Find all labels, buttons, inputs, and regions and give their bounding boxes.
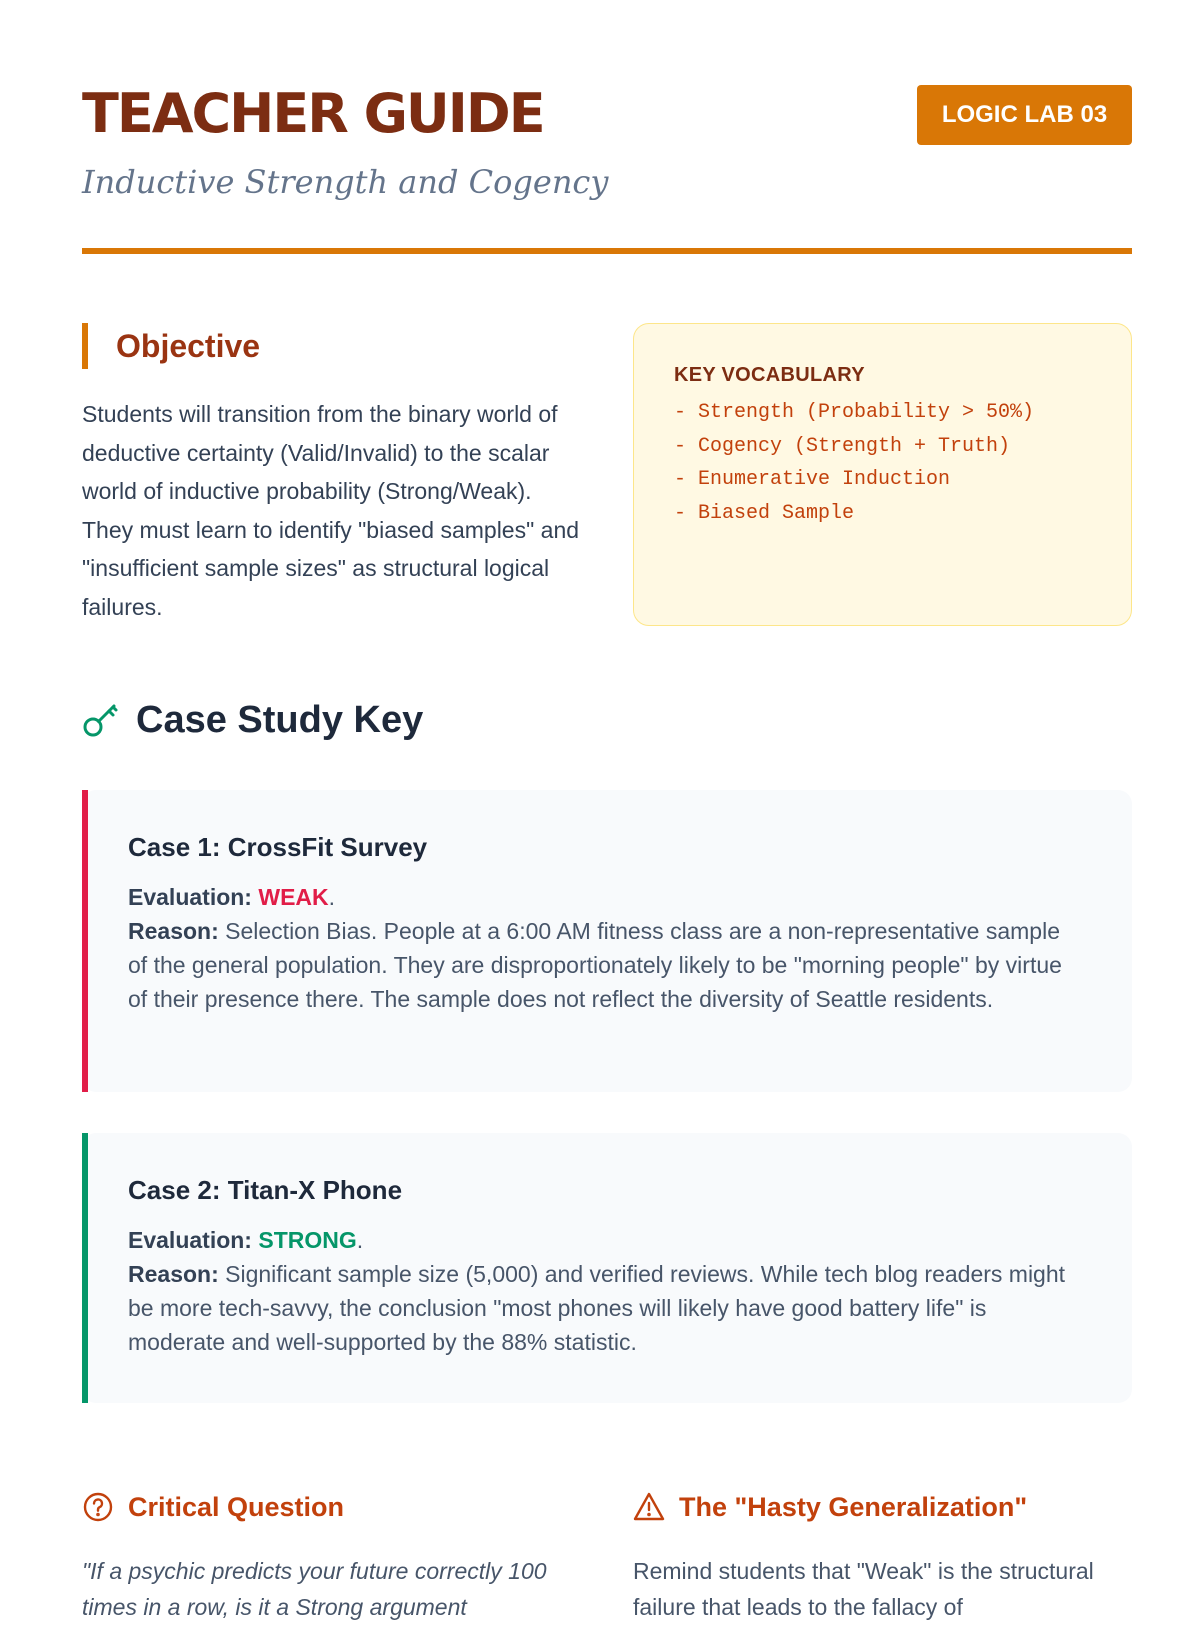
vocabulary-item: - Strength (Probability > 50%)	[674, 401, 1035, 424]
reason-text: Significant sample size (5,000) and verified reviews. While tech blog readers might be more tech-savvy, the conclusion "most phones will likely have good battery life" is moderate and well-supported by the 88% statistic.	[128, 1261, 1066, 1355]
evaluation-value: WEAK	[258, 884, 329, 910]
key-icon	[82, 701, 120, 739]
critical-question-heading	[82, 1489, 582, 1525]
hasty-generalization-title: The "Hasty Generalization"	[679, 1491, 1028, 1522]
page-header	[82, 80, 1132, 256]
case-reason	[128, 914, 1084, 1016]
page-title: TEACHER GUIDE	[82, 82, 544, 145]
case-reason	[128, 1257, 1084, 1359]
warning-triangle-icon	[633, 1491, 665, 1523]
critical-question-title: Critical Question	[128, 1491, 345, 1522]
reason-label: Reason:	[128, 1261, 219, 1287]
evaluation-label: Evaluation:	[128, 1227, 252, 1253]
vocabulary-item: - Enumerative Induction	[674, 468, 951, 491]
reason-label: Reason:	[128, 918, 219, 944]
objective-text: Students will transition from the binary world of deductive certainty (Valid/Invalid) to the scalar world of inductive probability (Strong/Weak). They must learn to identify "biased samples" and "insufficient sample sizes" as structural logical failures.	[82, 401, 580, 620]
case-evaluation: Evaluation: STRONG.	[128, 1227, 364, 1253]
case-card-titan-x	[82, 1133, 1132, 1403]
hasty-generalization-heading	[633, 1489, 1133, 1525]
key-vocabulary-box	[633, 323, 1132, 626]
lab-badge: LOGIC LAB 03	[917, 85, 1132, 145]
critical-question-section	[82, 1489, 582, 1625]
objective-section	[82, 323, 582, 626]
vocabulary-title: KEY VOCABULARY	[674, 364, 865, 386]
critical-question-text: "If a psychic predicts your future correctly 100 times in a row, is it a Strong argument	[82, 1558, 547, 1620]
evaluation-label: Evaluation:	[128, 884, 252, 910]
case-title: Case 1: CrossFit Survey	[128, 832, 428, 862]
case-card-crossfit	[82, 790, 1132, 1092]
reason-text: Selection Bias. People at a 6:00 AM fitness class are a non-representative sample of the general population. They are disproportionately likely to be "morning people" by virtue of their presence there. The sample does not reflect the diversity of Seattle residents.	[128, 918, 1062, 1012]
vocabulary-list	[674, 396, 1091, 530]
hasty-generalization-section	[633, 1489, 1133, 1625]
header-divider	[82, 248, 1132, 254]
vocabulary-item: - Cogency (Strength + Truth)	[674, 434, 1011, 458]
hasty-generalization-text: Remind students that "Weak" is the structural failure that leads to the fallacy of	[633, 1558, 1094, 1620]
page-subtitle: Inductive Strength and Cogency	[82, 163, 609, 201]
objective-heading: Objective	[82, 323, 582, 369]
case-study-title: Case Study Key	[136, 698, 424, 741]
case-title: Case 2: Titan-X Phone	[128, 1175, 403, 1205]
evaluation-value: STRONG	[258, 1227, 357, 1253]
case-study-heading	[82, 694, 423, 746]
question-circle-icon	[82, 1491, 114, 1523]
case-evaluation: Evaluation: WEAK.	[128, 884, 336, 910]
vocabulary-item: - Biased Sample	[674, 501, 855, 525]
